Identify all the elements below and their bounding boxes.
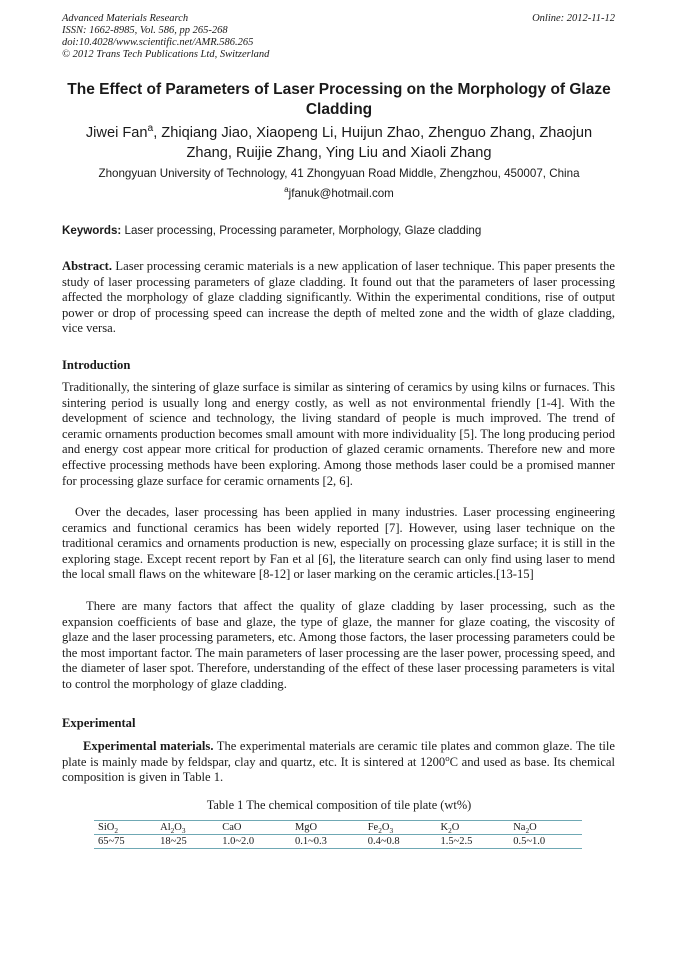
col-cao: CaO: [222, 822, 242, 833]
keywords-label: Keywords:: [62, 224, 122, 237]
journal-header: [62, 13, 269, 61]
doi-line: doi:10.4028/www.scientific.net/AMR.586.265: [62, 37, 254, 48]
col-sio2: SiO$_2$: [98, 822, 119, 836]
email-affil-mark: a: [284, 185, 289, 195]
journal-name: Advanced Materials Research: [62, 13, 189, 24]
experimental-text-b: C and used as base. Its chemical composition is given in Table 1.: [62, 754, 615, 785]
abstract-text: Laser processing ceramic materials is a new application of laser technique. This paper presents the study of laser processing parameters of glaze cladding. It found out that the parameters of laser processing affected the morphology of glaze cladding significantly. Within the experimental conditions, rise of output power or drop of processing speed can increase the depth of melted zone and the width of glaze cladding, vice versa.: [62, 259, 615, 336]
introduction-heading: Introduction: [62, 358, 131, 372]
copyright-line: © 2012 Trans Tech Publications Ltd, Switzerland: [62, 49, 270, 60]
intro-paragraph-1: Traditionally, the sintering of glaze surface is similar as sintering of ceramics by using kilns or furnaces. This sintering period is usually long and energy costly, as well as not environmental friendly [1-4]. With the development of science and technology, the living standard of people is much improved. The trend of ceramic ornaments production becomes small amount with more individuality [5]. The long producing period and energy cost appear more critical for production of glazed ceramic ornaments. Therefore new and more effective processing methods have been exploring. Among those methods laser could be a promised manner for processing glaze surface for ceramic ornaments [2, 6].: [62, 380, 615, 488]
col-mgo: MgO: [294, 822, 318, 833]
table-cell: 18~25: [160, 836, 187, 847]
table-cell: 1.0~2.0: [222, 836, 255, 847]
abstract-paragraph: [62, 259, 615, 337]
abstract-label: Abstract.: [62, 259, 113, 273]
col-k2o: $K_2O$: [440, 822, 460, 836]
experimental-paragraph: [62, 739, 615, 786]
experimental-heading: Experimental: [62, 716, 136, 730]
intro-paragraph-3: There are many factors that affect the quality of glaze cladding by laser processing, such as the expansion coefficients of base and glaze, the type of glaze, the manner for glaze coating, the viscosity of glaze and the laser processing parameters, etc. Among those factors, the laser processing parameters could be the most important factor. The main parameters of laser processing are the laser power, processing speed, and the diameter of laser spot. Therefore, understanding of the effect of these laser processing parameters is vital to control the morphology of glaze cladding.: [62, 599, 615, 691]
table-cell: 1.5~2.5: [440, 836, 473, 847]
online-date: Online: 2012-11-12: [532, 13, 615, 24]
first-author: Jiwei Fan: [85, 125, 148, 141]
email-address[interactable]: jfanuk@hotmail.com: [288, 187, 394, 200]
table-cell: 0.4~0.8: [367, 836, 400, 847]
other-authors: , Zhiqiang Jiao, Xiaopeng Li, Huijun Zhao, Zhenguo Zhang, Zhaojun Zhang, Ruijie Zhang, Ying Liu and Xiaoli Zhang: [153, 125, 593, 161]
table-cell: 0.1~0.3: [294, 836, 327, 847]
paper-title: The Effect of Parameters of Laser Processing on the Morphology of Glaze Cladding: [67, 81, 611, 118]
email-line: [62, 186, 616, 202]
author-list: [62, 124, 616, 163]
experimental-text-a: The experimental materials are ceramic tile plates and common glaze. The tile plate is mainly made by feldspar, clay and quartz, etc. It is sintered at 1200: [62, 739, 615, 769]
affiliation: Zhongyuan University of Technology, 41 Zhongyuan Road Middle, Zhengzhou, 450007, China: [98, 167, 580, 180]
col-fe2o3: $Fe_2O_3$: [367, 822, 394, 836]
table-row: [94, 835, 582, 849]
degree-mark: o: [445, 752, 450, 763]
issn-line: ISSN: 1662-8985, Vol. 586, pp 265-268: [62, 25, 228, 36]
table-header-row: [94, 821, 582, 835]
keywords-text: Laser processing, Processing parameter, Morphology, Glaze cladding: [121, 224, 482, 237]
author-affil-mark: a: [147, 123, 154, 135]
intro-paragraph-2: Over the decades, laser processing has been applied in many industries. Laser processing engineering ceramics and functional ceramics has been widely reported [7]. However, using laser technique on the traditional ceramics and ornaments production is new, especially on processing glaze surface; it is still in the exploring stage. Except recent report by Fan et al [6], the literature search can only find using laser to mend the local small flaws on the whiteware [8-12] or laser marking on the ceramic articles.[13-15]: [62, 505, 615, 582]
col-al2o3: $Al_2O_3$: [160, 822, 186, 836]
experimental-subheading: Experimental materials.: [83, 739, 214, 753]
table-cell: 65~75: [98, 836, 125, 847]
keywords-line: [62, 223, 622, 239]
col-na2o: $Na_2O$: [513, 822, 537, 836]
composition-table: [94, 820, 582, 849]
table-caption: Table 1 The chemical composition of tile plate (wt%): [206, 798, 472, 812]
table-cell: 0.5~1.0: [513, 836, 546, 847]
